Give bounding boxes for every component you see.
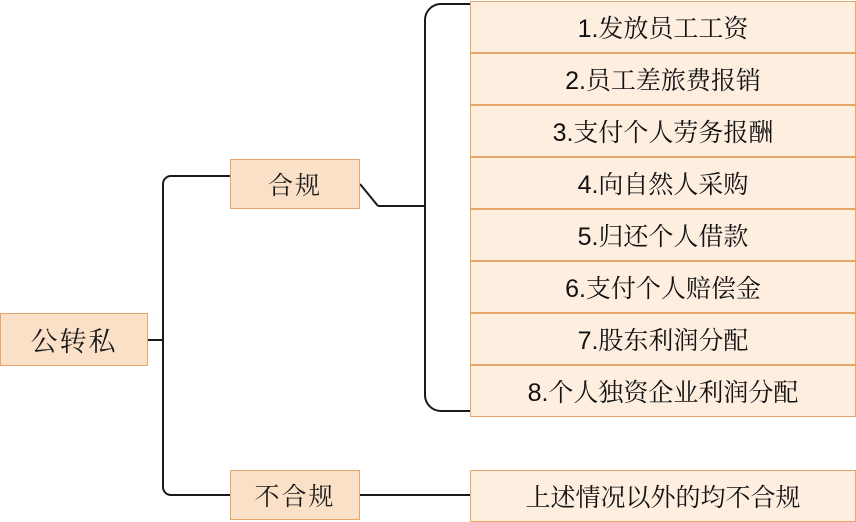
leaf-label: 1.发放员工工资 [577,15,749,43]
root-label: 公转私 [30,327,118,357]
leaf-item [470,261,856,313]
leaf-label: 6.支付个人赔偿金 [565,275,761,303]
leaf-item [470,105,856,157]
leaf-label: 3.支付个人劳务报酬 [552,119,774,147]
leaf-label: 7.股东利润分配 [577,327,749,355]
leaf-label: 8.个人独资企业利润分配 [527,379,799,407]
leaf-label: 上述情况以外的均不合规 [525,484,801,512]
root-node [0,313,148,366]
compliant-bracket-bottom [425,206,470,411]
leaf-item-noncompliant [470,470,856,522]
leaf-item [470,53,856,105]
leaf-item [470,209,856,261]
branch-node-noncompliant [230,470,360,520]
compliant-bracket-top [425,4,470,206]
leaf-label: 4.向自然人采购 [577,171,749,199]
branch-node-compliant [230,159,360,209]
branch-label-noncompliant: 不合规 [254,483,336,511]
compliant-stem [360,184,378,206]
leaf-item [470,157,856,209]
root-to-compliant [163,176,230,340]
leaf-label: 2.员工差旅费报销 [565,67,761,95]
leaf-item [470,365,856,417]
leaf-item [470,1,856,53]
branch-label-compliant: 合规 [267,172,322,200]
leaf-item [470,313,856,365]
root-to-noncompliant [163,340,230,495]
leaf-label: 5.归还个人借款 [577,223,749,251]
